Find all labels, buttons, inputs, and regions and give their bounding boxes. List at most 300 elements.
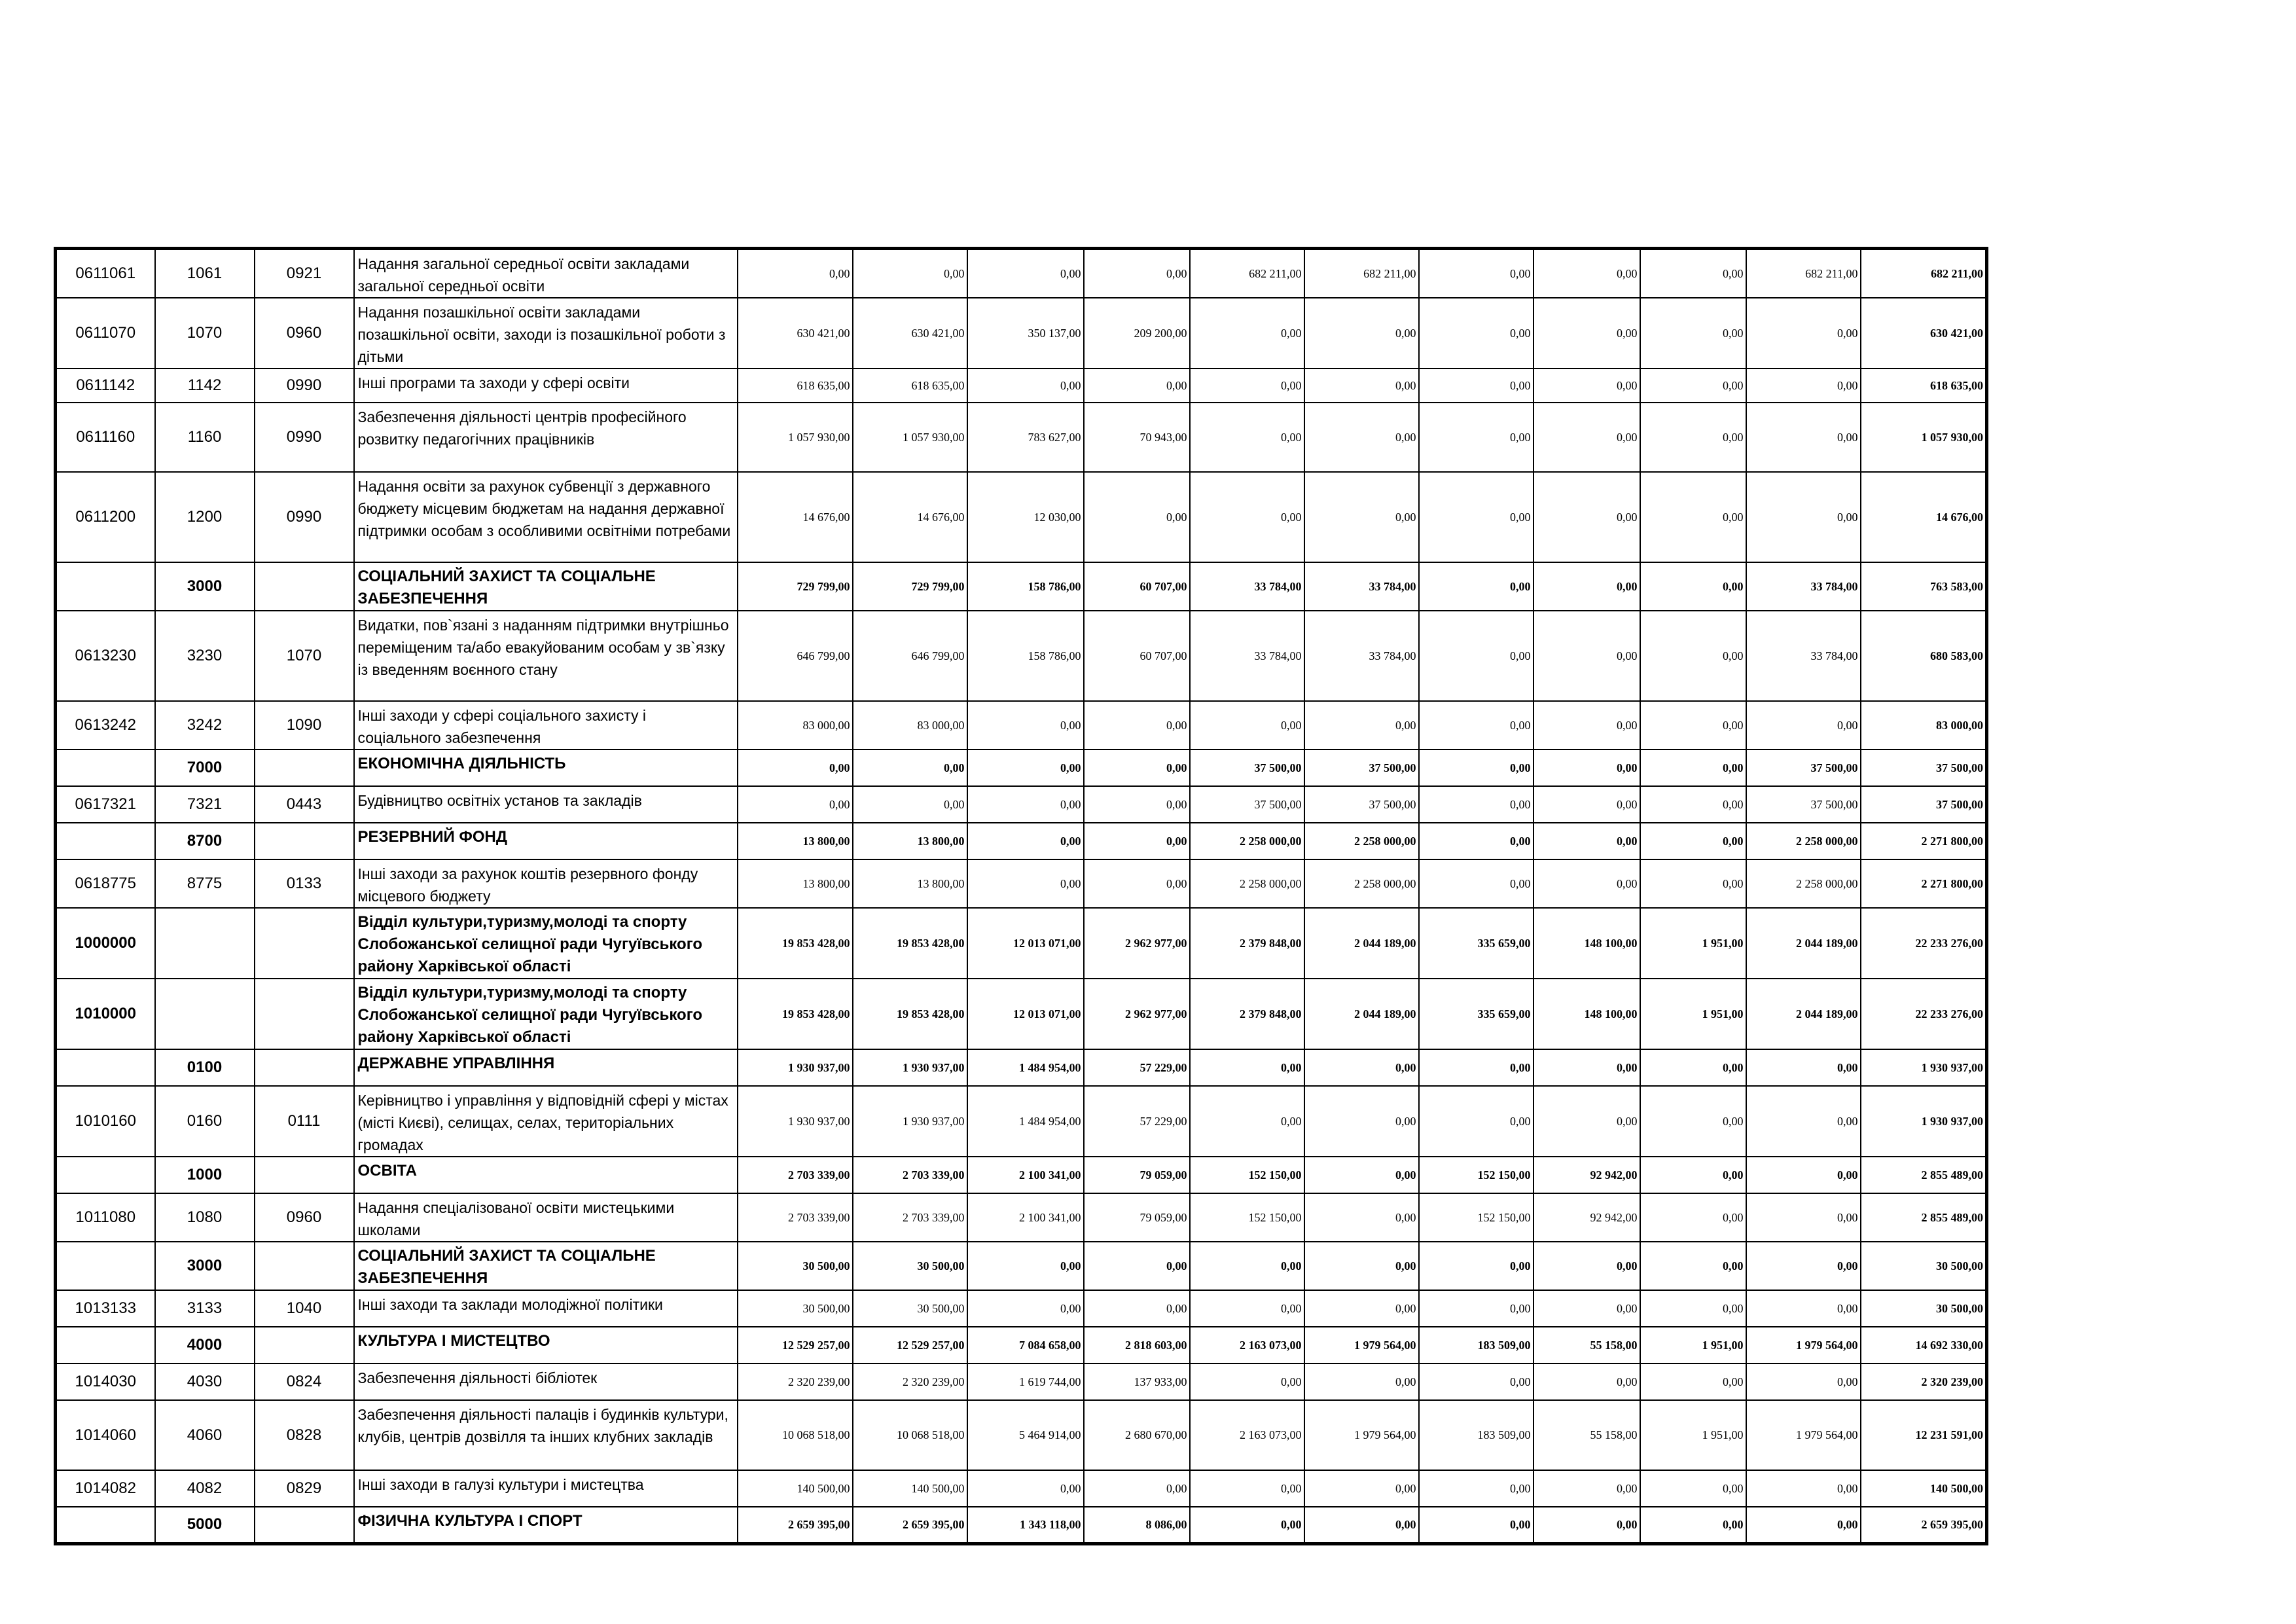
amount-cell: 0,00 (1640, 369, 1746, 403)
function-code-cell: 3133 (155, 1290, 255, 1327)
total-value-cell: 12 231 591,00 (1861, 1400, 1987, 1470)
amount-cell: 0,00 (1640, 1049, 1746, 1086)
amount-cell: 0,00 (967, 859, 1084, 908)
amount-cell: 0,00 (853, 786, 967, 823)
amount-cell: 0,00 (1746, 1507, 1861, 1543)
amount-cell: 19 853 428,00 (738, 908, 853, 979)
program-name-cell: Видатки, пов`язані з наданням підтримки внутрішньо переміщеним та/або евакуйованим особам у зв`язку із введенням воєнного стану (354, 611, 738, 701)
amount-cell: 1 979 564,00 (1304, 1400, 1419, 1470)
amount-cell: 0,00 (967, 823, 1084, 859)
function-code-cell: 4000 (155, 1327, 255, 1363)
amount-cell: 335 659,00 (1419, 979, 1534, 1049)
amount-cell: 1 930 937,00 (853, 1049, 967, 1086)
function-code-cell: 1070 (155, 298, 255, 369)
amount-cell: 0,00 (1640, 1193, 1746, 1242)
amount-cell: 0,00 (1534, 823, 1640, 859)
amount-cell: 30 500,00 (853, 1290, 967, 1327)
total-value-cell: 30 500,00 (1861, 1290, 1987, 1327)
function-code-cell: 0100 (155, 1049, 255, 1086)
amount-cell: 0,00 (1640, 1470, 1746, 1507)
amount-cell: 0,00 (1304, 1086, 1419, 1157)
amount-cell: 2 659 395,00 (853, 1507, 967, 1543)
classification-code-cell: 0828 (255, 1400, 354, 1470)
amount-cell: 630 421,00 (853, 298, 967, 369)
amount-cell: 0,00 (1640, 1507, 1746, 1543)
amount-cell: 0,00 (1304, 1157, 1419, 1193)
amount-cell: 55 158,00 (1534, 1327, 1640, 1363)
amount-cell: 0,00 (1746, 1290, 1861, 1327)
amount-cell: 2 379 848,00 (1190, 979, 1304, 1049)
amount-cell: 2 703 339,00 (853, 1157, 967, 1193)
amount-cell: 2 044 189,00 (1746, 979, 1861, 1049)
classification-code-cell: 0960 (255, 1193, 354, 1242)
total-value-cell: 682 211,00 (1861, 249, 1987, 298)
program-code-cell (56, 1327, 155, 1363)
amount-cell: 0,00 (1190, 298, 1304, 369)
amount-cell: 5 464 914,00 (967, 1400, 1084, 1470)
program-name-cell: Надання позашкільної освіти закладами позашкільної освіти, заходи із позашкільної роботи з дітьми (354, 298, 738, 369)
amount-cell: 1 979 564,00 (1746, 1400, 1861, 1470)
program-name-cell: ОСВІТА (354, 1157, 738, 1193)
amount-cell: 0,00 (1534, 1507, 1640, 1543)
amount-cell: 0,00 (967, 749, 1084, 786)
amount-cell: 0,00 (1304, 472, 1419, 562)
amount-cell: 1 951,00 (1640, 979, 1746, 1049)
amount-cell: 0,00 (1084, 249, 1190, 298)
amount-cell: 13 800,00 (853, 823, 967, 859)
amount-cell: 0,00 (738, 786, 853, 823)
amount-cell: 12 529 257,00 (738, 1327, 853, 1363)
amount-cell: 19 853 428,00 (738, 979, 853, 1049)
amount-cell: 0,00 (1746, 1193, 1861, 1242)
amount-cell: 2 258 000,00 (1304, 823, 1419, 859)
amount-cell: 0,00 (1304, 701, 1419, 749)
total-value-cell: 1 057 930,00 (1861, 403, 1987, 472)
amount-cell: 10 068 518,00 (853, 1400, 967, 1470)
amount-cell: 0,00 (1419, 786, 1534, 823)
amount-cell: 0,00 (967, 1290, 1084, 1327)
amount-cell: 33 784,00 (1190, 562, 1304, 611)
amount-cell: 0,00 (1304, 1470, 1419, 1507)
classification-code-cell: 0921 (255, 249, 354, 298)
table-row (56, 611, 1987, 701)
classification-code-cell: 0443 (255, 786, 354, 823)
amount-cell: 335 659,00 (1419, 908, 1534, 979)
amount-cell: 140 500,00 (738, 1470, 853, 1507)
amount-cell: 0,00 (853, 749, 967, 786)
amount-cell: 0,00 (1746, 369, 1861, 403)
amount-cell: 1 979 564,00 (1304, 1327, 1419, 1363)
amount-cell: 0,00 (1419, 1242, 1534, 1290)
total-value-cell: 37 500,00 (1861, 749, 1987, 786)
amount-cell: 148 100,00 (1534, 979, 1640, 1049)
function-code-cell: 1142 (155, 369, 255, 403)
program-code-cell (56, 1157, 155, 1193)
classification-code-cell (255, 1157, 354, 1193)
amount-cell: 1 930 937,00 (738, 1049, 853, 1086)
amount-cell: 0,00 (1190, 1049, 1304, 1086)
amount-cell: 0,00 (1190, 701, 1304, 749)
program-name-cell: СОЦІАЛЬНИЙ ЗАХИСТ ТА СОЦІАЛЬНЕ ЗАБЕЗПЕЧЕННЯ (354, 1242, 738, 1290)
program-code-cell: 0613242 (56, 701, 155, 749)
program-code-cell (56, 1242, 155, 1290)
function-code-cell: 4060 (155, 1400, 255, 1470)
amount-cell: 0,00 (1534, 403, 1640, 472)
amount-cell: 0,00 (1084, 1242, 1190, 1290)
classification-code-cell: 1070 (255, 611, 354, 701)
amount-cell: 0,00 (1304, 1290, 1419, 1327)
program-name-cell: Будівництво освітніх установ та закладів (354, 786, 738, 823)
function-code-cell: 4082 (155, 1470, 255, 1507)
amount-cell: 783 627,00 (967, 403, 1084, 472)
amount-cell: 0,00 (1746, 1470, 1861, 1507)
classification-code-cell (255, 908, 354, 979)
function-code-cell: 1160 (155, 403, 255, 472)
program-name-cell: Інші заходи за рахунок коштів резервного фонду місцевого бюджету (354, 859, 738, 908)
program-code-cell: 1000000 (56, 908, 155, 979)
table-row (56, 472, 1987, 562)
amount-cell: 2 100 341,00 (967, 1193, 1084, 1242)
function-code-cell (155, 908, 255, 979)
classification-code-cell: 1090 (255, 701, 354, 749)
amount-cell: 618 635,00 (853, 369, 967, 403)
amount-cell: 0,00 (1419, 1086, 1534, 1157)
amount-cell: 2 044 189,00 (1746, 908, 1861, 979)
amount-cell: 2 962 977,00 (1084, 979, 1190, 1049)
amount-cell: 0,00 (967, 701, 1084, 749)
total-value-cell: 1 930 937,00 (1861, 1049, 1987, 1086)
function-code-cell: 1000 (155, 1157, 255, 1193)
amount-cell: 0,00 (1419, 611, 1534, 701)
amount-cell: 2 044 189,00 (1304, 908, 1419, 979)
table-row (56, 859, 1987, 908)
amount-cell: 0,00 (1534, 859, 1640, 908)
amount-cell: 37 500,00 (1304, 749, 1419, 786)
table-row (56, 749, 1987, 786)
amount-cell: 0,00 (1534, 1363, 1640, 1400)
amount-cell: 2 320 239,00 (738, 1363, 853, 1400)
amount-cell: 630 421,00 (738, 298, 853, 369)
amount-cell: 33 784,00 (1746, 562, 1861, 611)
amount-cell: 148 100,00 (1534, 908, 1640, 979)
amount-cell: 137 933,00 (1084, 1363, 1190, 1400)
amount-cell: 0,00 (1640, 1086, 1746, 1157)
classification-code-cell (255, 823, 354, 859)
table-row (56, 562, 1987, 611)
amount-cell: 0,00 (1746, 701, 1861, 749)
classification-code-cell (255, 1049, 354, 1086)
amount-cell: 0,00 (1640, 562, 1746, 611)
classification-code-cell: 0990 (255, 472, 354, 562)
program-name-cell: Інші програми та заходи у сфері освіти (354, 369, 738, 403)
total-value-cell: 83 000,00 (1861, 701, 1987, 749)
amount-cell: 183 509,00 (1419, 1400, 1534, 1470)
amount-cell: 2 258 000,00 (1746, 823, 1861, 859)
amount-cell: 0,00 (1640, 786, 1746, 823)
amount-cell: 0,00 (1746, 1086, 1861, 1157)
amount-cell: 0,00 (1304, 298, 1419, 369)
program-code-cell: 1013133 (56, 1290, 155, 1327)
amount-cell: 1 484 954,00 (967, 1086, 1084, 1157)
amount-cell: 152 150,00 (1190, 1193, 1304, 1242)
amount-cell: 2 320 239,00 (853, 1363, 967, 1400)
function-code-cell: 0160 (155, 1086, 255, 1157)
total-value-cell: 618 635,00 (1861, 369, 1987, 403)
amount-cell: 0,00 (1534, 249, 1640, 298)
program-name-cell: ЕКОНОМІЧНА ДІЯЛЬНІСТЬ (354, 749, 738, 786)
amount-cell: 0,00 (1419, 701, 1534, 749)
amount-cell: 0,00 (1304, 1363, 1419, 1400)
amount-cell: 13 800,00 (738, 823, 853, 859)
amount-cell: 0,00 (1419, 472, 1534, 562)
amount-cell: 729 799,00 (853, 562, 967, 611)
amount-cell: 0,00 (1304, 369, 1419, 403)
total-value-cell: 1 930 937,00 (1861, 1086, 1987, 1157)
classification-code-cell (255, 1327, 354, 1363)
amount-cell: 1 979 564,00 (1746, 1327, 1861, 1363)
table-body (56, 249, 1987, 1544)
amount-cell: 0,00 (853, 249, 967, 298)
amount-cell: 2 818 603,00 (1084, 1327, 1190, 1363)
total-value-cell: 2 271 800,00 (1861, 859, 1987, 908)
program-code-cell: 0611142 (56, 369, 155, 403)
amount-cell: 7 084 658,00 (967, 1327, 1084, 1363)
total-value-cell: 2 855 489,00 (1861, 1157, 1987, 1193)
amount-cell: 0,00 (1419, 859, 1534, 908)
classification-code-cell (255, 749, 354, 786)
amount-cell: 13 800,00 (853, 859, 967, 908)
amount-cell: 2 962 977,00 (1084, 908, 1190, 979)
amount-cell: 1 343 118,00 (967, 1507, 1084, 1543)
amount-cell: 209 200,00 (1084, 298, 1190, 369)
program-code-cell: 0611061 (56, 249, 155, 298)
amount-cell: 0,00 (967, 1242, 1084, 1290)
table-row (56, 298, 1987, 369)
amount-cell: 0,00 (1084, 1290, 1190, 1327)
amount-cell: 183 509,00 (1419, 1327, 1534, 1363)
amount-cell: 19 853 428,00 (853, 979, 967, 1049)
program-code-cell: 0618775 (56, 859, 155, 908)
amount-cell: 2 163 073,00 (1190, 1400, 1304, 1470)
amount-cell: 1 930 937,00 (738, 1086, 853, 1157)
amount-cell: 0,00 (1304, 1242, 1419, 1290)
amount-cell: 30 500,00 (738, 1290, 853, 1327)
function-code-cell: 8775 (155, 859, 255, 908)
program-name-cell: Забезпечення діяльності центрів професійного розвитку педагогічних працівників (354, 403, 738, 472)
amount-cell: 0,00 (1640, 823, 1746, 859)
total-value-cell: 680 583,00 (1861, 611, 1987, 701)
program-name-cell: Надання загальної середньої освіти закладами загальної середньої освіти (354, 249, 738, 298)
amount-cell: 0,00 (1640, 472, 1746, 562)
amount-cell: 0,00 (1640, 749, 1746, 786)
table-row (56, 403, 1987, 472)
amount-cell: 0,00 (1534, 1242, 1640, 1290)
amount-cell: 0,00 (1534, 1470, 1640, 1507)
amount-cell: 2 258 000,00 (1746, 859, 1861, 908)
amount-cell: 682 211,00 (1746, 249, 1861, 298)
program-code-cell (56, 1049, 155, 1086)
program-name-cell: Інші заходи та заклади молодіжної політики (354, 1290, 738, 1327)
amount-cell: 30 500,00 (738, 1242, 853, 1290)
total-value-cell: 630 421,00 (1861, 298, 1987, 369)
total-value-cell: 2 659 395,00 (1861, 1507, 1987, 1543)
amount-cell: 646 799,00 (853, 611, 967, 701)
function-code-cell: 7321 (155, 786, 255, 823)
function-code-cell: 7000 (155, 749, 255, 786)
amount-cell: 0,00 (1640, 1157, 1746, 1193)
program-name-cell: Надання освіти за рахунок субвенції з державного бюджету місцевим бюджетам на надання державної підтримки особам з особливими освітніми потребами (354, 472, 738, 562)
amount-cell: 0,00 (1534, 1290, 1640, 1327)
amount-cell: 0,00 (1419, 1363, 1534, 1400)
amount-cell: 70 943,00 (1084, 403, 1190, 472)
amount-cell: 0,00 (1084, 786, 1190, 823)
amount-cell: 0,00 (1640, 611, 1746, 701)
table-row (56, 1086, 1987, 1157)
classification-code-cell (255, 562, 354, 611)
amount-cell: 0,00 (1534, 562, 1640, 611)
amount-cell: 57 229,00 (1084, 1049, 1190, 1086)
amount-cell: 682 211,00 (1190, 249, 1304, 298)
amount-cell: 10 068 518,00 (738, 1400, 853, 1470)
amount-cell: 0,00 (967, 786, 1084, 823)
amount-cell: 0,00 (1190, 1363, 1304, 1400)
amount-cell: 0,00 (1084, 1470, 1190, 1507)
program-code-cell: 1010160 (56, 1086, 155, 1157)
amount-cell: 0,00 (1419, 298, 1534, 369)
amount-cell: 0,00 (738, 249, 853, 298)
amount-cell: 0,00 (1640, 1363, 1746, 1400)
table-row (56, 1470, 1987, 1507)
program-code-cell: 0617321 (56, 786, 155, 823)
amount-cell: 0,00 (1534, 472, 1640, 562)
amount-cell: 12 030,00 (967, 472, 1084, 562)
amount-cell: 1 619 744,00 (967, 1363, 1084, 1400)
amount-cell: 0,00 (1190, 472, 1304, 562)
amount-cell: 158 786,00 (967, 611, 1084, 701)
function-code-cell: 4030 (155, 1363, 255, 1400)
table-row (56, 1157, 1987, 1193)
amount-cell: 55 158,00 (1534, 1400, 1640, 1470)
total-value-cell: 2 271 800,00 (1861, 823, 1987, 859)
amount-cell: 1 930 937,00 (853, 1086, 967, 1157)
total-value-cell: 763 583,00 (1861, 562, 1987, 611)
amount-cell: 0,00 (1746, 1049, 1861, 1086)
amount-cell: 60 707,00 (1084, 562, 1190, 611)
program-name-cell: РЕЗЕРВНИЙ ФОНД (354, 823, 738, 859)
amount-cell: 0,00 (1419, 1470, 1534, 1507)
amount-cell: 37 500,00 (1304, 786, 1419, 823)
amount-cell: 0,00 (1534, 298, 1640, 369)
amount-cell: 0,00 (1746, 1157, 1861, 1193)
amount-cell: 1 951,00 (1640, 908, 1746, 979)
amount-cell: 2 659 395,00 (738, 1507, 853, 1543)
program-name-cell: Забезпечення діяльності палаців i будинків культури, клубів, центрів дозвілля та iнших клубних закладів (354, 1400, 738, 1470)
classification-code-cell: 0990 (255, 369, 354, 403)
program-name-cell: Керівництво і управління у відповідній сфері у містах (місті Києві), селищах, селах, територіальних громадах (354, 1086, 738, 1157)
budget-table (54, 247, 1988, 1545)
classification-code-cell: 0824 (255, 1363, 354, 1400)
amount-cell: 0,00 (1190, 369, 1304, 403)
amount-cell: 0,00 (1534, 786, 1640, 823)
amount-cell: 14 676,00 (738, 472, 853, 562)
amount-cell: 0,00 (1746, 1363, 1861, 1400)
table-row (56, 249, 1987, 298)
program-name-cell: Надання спеціалізованої освіти мистецькими школами (354, 1193, 738, 1242)
amount-cell: 0,00 (1419, 249, 1534, 298)
table-row (56, 1400, 1987, 1470)
table-row (56, 786, 1987, 823)
function-code-cell: 3230 (155, 611, 255, 701)
program-code-cell: 1011080 (56, 1193, 155, 1242)
amount-cell: 2 703 339,00 (738, 1157, 853, 1193)
amount-cell: 0,00 (1419, 369, 1534, 403)
table-row (56, 979, 1987, 1049)
amount-cell: 33 784,00 (1304, 611, 1419, 701)
program-code-cell (56, 1507, 155, 1543)
amount-cell: 0,00 (738, 749, 853, 786)
amount-cell: 92 942,00 (1534, 1157, 1640, 1193)
table-row (56, 701, 1987, 749)
total-value-cell: 22 233 276,00 (1861, 979, 1987, 1049)
total-value-cell: 37 500,00 (1861, 786, 1987, 823)
amount-cell: 0,00 (967, 369, 1084, 403)
function-code-cell: 8700 (155, 823, 255, 859)
amount-cell: 0,00 (1304, 1193, 1419, 1242)
amount-cell: 0,00 (1640, 298, 1746, 369)
table-row (56, 1242, 1987, 1290)
amount-cell: 2 258 000,00 (1190, 859, 1304, 908)
classification-code-cell (255, 1242, 354, 1290)
amount-cell: 0,00 (1190, 1242, 1304, 1290)
amount-cell: 60 707,00 (1084, 611, 1190, 701)
amount-cell: 0,00 (1084, 701, 1190, 749)
table-row (56, 823, 1987, 859)
amount-cell: 33 784,00 (1746, 611, 1861, 701)
amount-cell: 13 800,00 (738, 859, 853, 908)
program-code-cell: 1014082 (56, 1470, 155, 1507)
amount-cell: 0,00 (1746, 472, 1861, 562)
amount-cell: 0,00 (1534, 369, 1640, 403)
program-name-cell: СОЦІАЛЬНИЙ ЗАХИСТ ТА СОЦІАЛЬНЕ ЗАБЕЗПЕЧЕННЯ (354, 562, 738, 611)
total-value-cell: 22 233 276,00 (1861, 908, 1987, 979)
amount-cell: 1 484 954,00 (967, 1049, 1084, 1086)
table-row (56, 1363, 1987, 1400)
program-code-cell: 0611200 (56, 472, 155, 562)
amount-cell: 0,00 (1419, 823, 1534, 859)
classification-code-cell: 0829 (255, 1470, 354, 1507)
amount-cell: 37 500,00 (1746, 786, 1861, 823)
table-row (56, 1049, 1987, 1086)
classification-code-cell (255, 979, 354, 1049)
amount-cell: 140 500,00 (853, 1470, 967, 1507)
amount-cell: 0,00 (1084, 749, 1190, 786)
classification-code-cell: 0960 (255, 298, 354, 369)
amount-cell: 0,00 (967, 1470, 1084, 1507)
program-code-cell (56, 749, 155, 786)
total-value-cell: 30 500,00 (1861, 1242, 1987, 1290)
amount-cell: 0,00 (1419, 1049, 1534, 1086)
function-code-cell: 3000 (155, 562, 255, 611)
amount-cell: 0,00 (1534, 1086, 1640, 1157)
classification-code-cell: 1040 (255, 1290, 354, 1327)
amount-cell: 0,00 (1534, 701, 1640, 749)
program-name-cell: Відділ культури,туризму,молоді та спорту Слобожанської селищної ради Чугуївського району Харківської області (354, 979, 738, 1049)
amount-cell: 0,00 (1190, 1507, 1304, 1543)
amount-cell: 30 500,00 (853, 1242, 967, 1290)
amount-cell: 2 258 000,00 (1304, 859, 1419, 908)
amount-cell: 19 853 428,00 (853, 908, 967, 979)
amount-cell: 0,00 (1419, 749, 1534, 786)
